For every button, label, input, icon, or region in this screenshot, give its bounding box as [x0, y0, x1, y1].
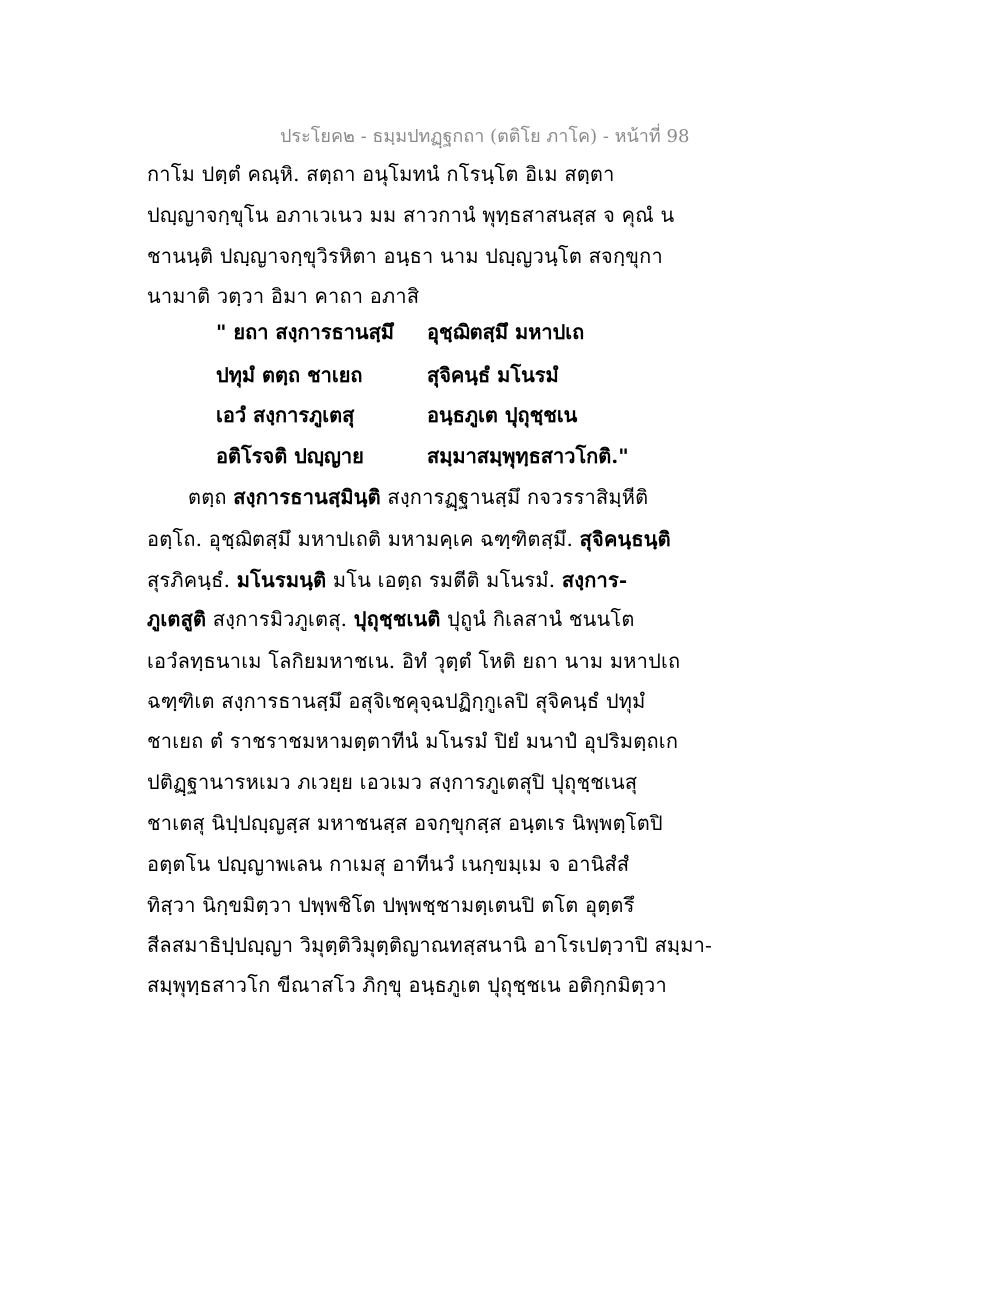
commentary-line-8	[147, 767, 637, 797]
text-segment: ฉฑฺฑิเต สงฺการธานสฺมึ อสุจิเชคุจฺฉปฏิกฺกูเลปิ สุจิคนฺธํ ปทุมํ	[147, 689, 646, 713]
commentary-line-5	[147, 646, 680, 676]
intro-line-4: นามาติ วตฺวา อิมา คาถา อภาสิ	[147, 284, 420, 308]
commentary-line-1	[188, 482, 648, 512]
text-segment: สมฺพุทฺธสาวโก ขีณาสโว ภิกฺขุ อนฺธภูเต ปุถุชฺชเน อติกฺกมิตฺวา	[147, 973, 667, 997]
intro-line-2: ปญฺญาจกฺขุโน อภาเวเนว มม สาวกานํ พุทฺธสาสนสฺส จ คุณํ น	[147, 203, 675, 227]
commentary-line-6	[147, 686, 645, 716]
bold-term: สงฺการธานสฺมินฺติ	[233, 485, 381, 509]
verse-1-first-half: " ยถา สงฺการธานสฺมึ	[216, 320, 394, 344]
text-segment: สงฺการฏฺฐานสฺมึ กจวรราสิมฺหีติ	[380, 485, 649, 509]
text-segment: สุรภิคนฺธํ.	[147, 568, 237, 592]
commentary-line-3	[147, 565, 627, 595]
verse-2-second-half: สุจิคนฺธํ มโนรมํ	[427, 363, 559, 387]
bold-term: สงฺการ-	[561, 568, 628, 592]
page-header: ประโยค๒ - ธมฺมปทฏฺฐกถา (ตติโย ภาโค) - หน้าที่ 98	[280, 126, 690, 147]
commentary-line-7	[147, 726, 678, 756]
text-segment: ตตฺถ	[188, 485, 234, 509]
verse-1-second-half: อุชฺฌิตสฺมึ มหาปเถ	[427, 320, 585, 344]
commentary-line-11	[147, 890, 635, 920]
bold-term: มโนรมนฺติ	[236, 568, 327, 592]
commentary-line-2	[147, 524, 671, 554]
verse-3-first-half: เอวํ สงฺการภูเตสุ	[216, 403, 355, 427]
commentary-line-4	[147, 604, 635, 634]
verse-3-second-half: อนฺธภูเต ปุถุชฺชเน	[427, 403, 578, 427]
verse-2-first-half: ปทุมํ ตตฺถ ชาเยถ	[216, 363, 363, 387]
text-segment: สีลสมาธิปฺปญฺญา วิมุตฺติวิมุตฺติญาณทสฺสนานิ อาโรเปตฺวาปิ สมฺมา-	[147, 933, 713, 957]
text-segment: ชาเยถ ตํ ราชราชมหามตฺตาทีนํ มโนรมํ ปิยํ มนาปํ อุปริมตฺถเก	[147, 729, 679, 753]
bold-term: สุจิคนฺธนฺติ	[579, 527, 671, 551]
commentary-line-9	[147, 808, 663, 838]
bold-term: ปุถุชฺชเนติ	[353, 607, 441, 631]
text-segment: เอวํลทฺธนาเม โลกิยมหาชเน. อิทํ วุตฺตํ โหติ ยถา นาม มหาปเถ	[147, 649, 681, 673]
text-segment: ชาเตสุ นิปฺปญฺญสฺส มหาชนสฺส อจกฺขุกสฺส อนฺตเร นิพฺพตฺโตปิ	[147, 811, 663, 835]
intro-line-3: ชานนฺติ ปญฺญาจกฺขุวิรหิตา อนฺธา นาม ปญฺญวนฺโต สจกฺขุกา	[147, 244, 663, 268]
text-segment: ทิสฺวา นิกฺขมิตฺวา ปพฺพชิโต ปพฺพชฺชามตฺเตนปิ ตโต อุตฺตรึ	[147, 893, 635, 917]
verse-4-first-half: อติโรจติ ปญฺญาย	[216, 444, 364, 468]
commentary-line-12	[147, 930, 712, 960]
text-segment: ปุถูนํ กิเลสานํ ชนนโต	[440, 607, 635, 631]
commentary-line-13	[147, 970, 667, 1000]
intro-line-1: กาโม ปตฺตํ คณฺหิ. สตฺถา อนุโมทนํ กโรนฺโต อิเม สตฺตา	[147, 162, 615, 186]
text-segment: สงฺการมิวภูเตสุ.	[206, 607, 354, 631]
commentary-line-10	[147, 849, 629, 879]
text-segment: อตฺตโน ปญฺญาพเลน กาเมสุ อาทีนวํ เนกฺขมฺเม จ อานิสํสํ	[147, 852, 630, 876]
bold-term: ภูเตสูติ	[147, 607, 207, 631]
text-segment: อตฺโถ. อุชฺฌิตสฺมึ มหาปเถติ มหามคฺเค ฉฑฺฑิตสฺมึ.	[147, 527, 580, 551]
text-segment: ปติฏฺฐานารหเมว ภเวยฺย เอวเมว สงฺการภูเตสุปิ ปุถุชฺชเนสุ	[147, 770, 638, 794]
verse-4-second-half: สมฺมาสมฺพุทฺธสาวโกติ."	[427, 444, 629, 468]
text-segment: มโน เอตฺถ รมตีติ มโนรมํ.	[326, 568, 562, 592]
